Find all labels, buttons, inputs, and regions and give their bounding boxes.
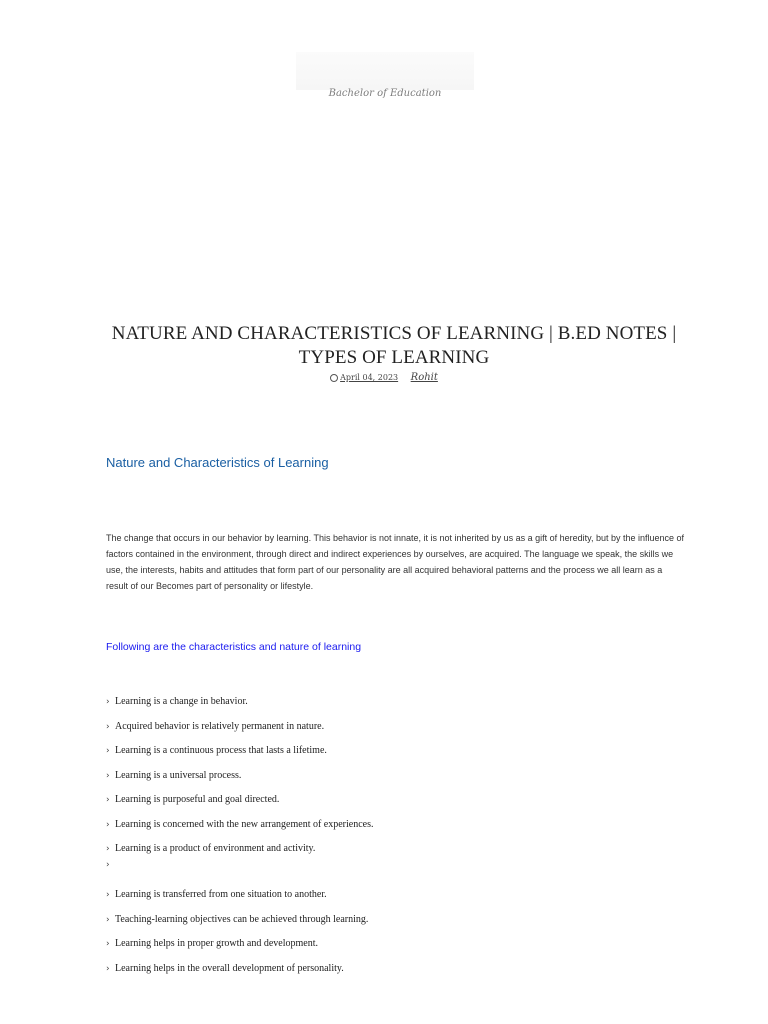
characteristics-list bbox=[106, 695, 706, 986]
list-item: › Learning is a universal process. bbox=[106, 769, 242, 781]
intro-paragraph: The change that occurs in our behavior by learning. This behavior is not innate, it is not inherited by us as a gift of heredity, but by the influence of factors contained in the environment, through direct and indirect experiences by ourselves, are acquired. The language we speak, the skills we use, the interests, habits and attitudes that form part of our personality are all acquired behavioral patterns and the process we all learn as a result of our Becomes part of personality or lifestyle. bbox=[106, 533, 685, 591]
chevron-right-icon: › bbox=[106, 697, 110, 707]
post-title: NATURE AND CHARACTERISTICS OF LEARNING | B.ED NOTES | TYPES OF LEARNING bbox=[111, 323, 677, 368]
chevron-right-icon: › bbox=[106, 939, 110, 949]
list-item: › Learning is a continuous process that lasts a lifetime. bbox=[106, 745, 327, 756]
chevron-right-icon: › bbox=[106, 795, 110, 805]
list-item-empty bbox=[106, 858, 706, 888]
list-item: › Acquired behavior is relatively permanent in nature. bbox=[106, 720, 325, 732]
site-header-banner[interactable] bbox=[296, 52, 474, 99]
list-heading: Following are the characteristics and nature of learning bbox=[106, 641, 362, 653]
post-meta bbox=[0, 372, 768, 383]
chevron-right-icon: › bbox=[106, 770, 110, 781]
chevron-right-icon: › bbox=[106, 963, 110, 974]
clock-icon bbox=[330, 374, 338, 382]
list-item: › Learning is purposeful and goal directed. bbox=[106, 794, 280, 805]
chevron-right-icon: › bbox=[106, 819, 110, 830]
list-item: › Learning helps in proper growth and development. bbox=[106, 938, 318, 949]
chevron-right-icon: › bbox=[106, 860, 110, 870]
chevron-right-icon: › bbox=[106, 890, 110, 900]
site-tagline: Bachelor of Education bbox=[328, 88, 442, 99]
list-item: › Learning is transferred from one situation to another. bbox=[106, 889, 327, 900]
list-item: › Learning is concerned with the new arrangement of experiences. bbox=[106, 818, 374, 830]
list-item: › Learning is a product of environment and activity. bbox=[106, 843, 316, 854]
list-item: › Teaching-learning objectives can be achieved through learning. bbox=[106, 913, 369, 925]
chevron-right-icon: › bbox=[106, 721, 110, 732]
post-date-link[interactable]: April 04, 2023 bbox=[340, 373, 399, 382]
chevron-right-icon: › bbox=[106, 844, 110, 854]
section-heading: Nature and Characteristics of Learning bbox=[106, 455, 329, 470]
post-author-link[interactable]: Rohit bbox=[410, 372, 438, 383]
chevron-right-icon: › bbox=[106, 746, 110, 756]
chevron-right-icon: › bbox=[106, 914, 110, 925]
list-item: › Learning helps in the overall development of personality. bbox=[106, 962, 344, 974]
list-item: › Learning is a change in behavior. bbox=[106, 696, 248, 707]
